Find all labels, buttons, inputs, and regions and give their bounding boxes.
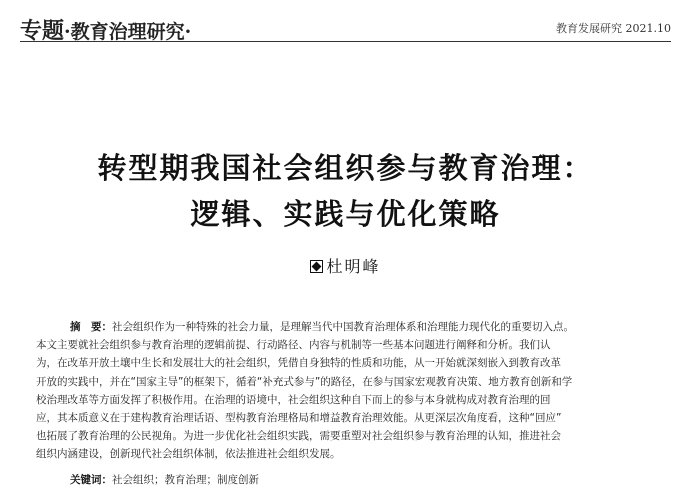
keywords-label: 关键词： xyxy=(70,474,112,486)
abstract-line: 也拓展了教育治理的公民视角。为进一步优化社会组织实践，需要重塑对社会组织参与教育治理的认知，推进社会 xyxy=(36,430,561,443)
column-label-sub: ·教育治理研究· xyxy=(64,21,192,43)
abstract-line: 应，其本质意义在于建构教育治理话语、型构教育治理格局和增益教育治理效能。从更深层次角度看，这种“回应” xyxy=(36,411,562,424)
abstract-line: 组织内涵建设，创新现代社会组织体制，依法推进社会组织发展。 xyxy=(36,448,341,461)
header-rule xyxy=(20,41,671,42)
article-title-line-1: 转型期我国社会组织参与教育治理： xyxy=(97,151,594,185)
journal-info: 教育发展研究 2021.10 xyxy=(556,22,671,35)
abstract-text: 社会组织作为一种特殊的社会力量，是理解当代中国教育治理体系和治理能力现代化的重要切入点。 xyxy=(112,321,574,333)
author-name: 杜明峰 xyxy=(326,257,381,276)
keywords xyxy=(70,472,259,487)
abstract-label: 摘 要： xyxy=(70,321,112,333)
diamond-icon xyxy=(310,260,323,273)
article-title-line-2: 逻辑、实践与优化策略 xyxy=(190,197,501,231)
page-header xyxy=(20,14,671,44)
keywords-value: 社会组织；教育治理；制度创新 xyxy=(112,474,259,486)
abstract-line xyxy=(36,318,656,336)
abstract-line: 本文主要就社会组织参与教育治理的逻辑前提、行动路径、内容与机制等一些基本问题进行阐释和分析。我们认 xyxy=(36,339,551,352)
abstract xyxy=(36,318,656,464)
author-line xyxy=(0,254,691,277)
abstract-line: 校治理改革等方面发挥了积极作用。在治理的语境中，社会组织这种自下而上的参与本身就构成对教育治理的回 xyxy=(36,393,551,406)
column-label-main: 专题 xyxy=(20,18,65,44)
abstract-line: 为，在改革开放土壤中生长和发展壮大的社会组织，凭借自身独特的性质和功能，从一开始就深刻嵌入到教育改革 xyxy=(36,357,561,370)
abstract-line: 开放的实践中，并在“国家主导”的框架下，循着“补充式参与”的路径，在参与国家宏观教育决策、地方教育创新和学 xyxy=(36,375,573,388)
